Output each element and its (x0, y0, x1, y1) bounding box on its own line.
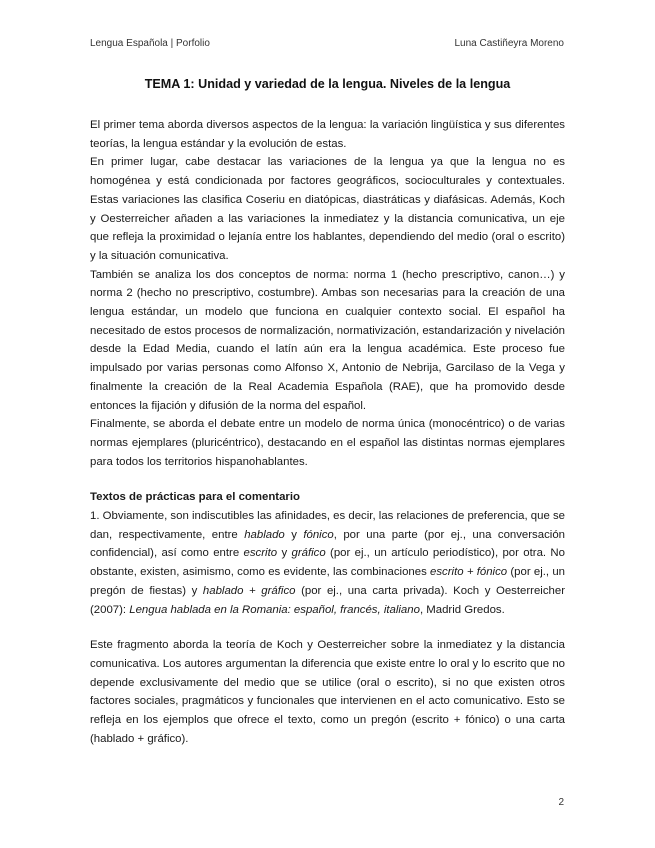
header-course: Lengua Española | Porfolio (90, 38, 210, 49)
quote-text: (por ej., una carta privada). Koch y Oesterreicher (2007): (90, 584, 565, 616)
quote-italic: hablado + gráfico (202, 584, 296, 597)
quote-italic: hablado (244, 528, 285, 541)
commentary-paragraph: Este fragmento aborda la teoría de Koch y Oesterreicher sobre la inmediatez y la distancia comunicativa. Los autores argumentan la diferencia que existe entre lo oral y lo escrito que no depende exclusivamente del medio que se utilice (oral o escrito), si no que existen otros factores sociales, pragmáticos y funcionales que intervienen en el acto comunicativo. Esto se refleja en los ejemplos que ofrece el texto, como un pregón (escrito + fónico) o una carta (hablado + gráfico). (90, 639, 565, 745)
page-title: TEMA 1: Unidad y variedad de la lengua. Niveles de la lengua (144, 77, 511, 91)
quote-italic: gráfico (291, 547, 326, 560)
quote-italic: fónico (303, 528, 334, 541)
page-number: 2 (558, 797, 564, 808)
paragraph-variation: En primer lugar, cabe destacar las variaciones de la lengua ya que la lengua no es homogénea y está condicionada por factores geográficos, socioculturales y contextuales. Estas variaciones las clasifica Coseriu en diatópicas, diastráticas y diafásicas. Además, Koch y Oesterreicher añaden a las variaciones la inmediatez y la distancia comunicativa, un eje que refleja la proximidad o lejanía entre los hablantes, dependiendo del medio (oral o escrito) y la situación comunicativa. (90, 156, 565, 262)
quote-text: (por ej., un pregón de fiestas) y (90, 566, 565, 597)
section-heading: Textos de prácticas para el comentario (90, 491, 300, 504)
quote-italic: escrito + fónico (430, 566, 508, 579)
quote-text: , por una parte (por ej., una conversación confidencial), así como entre (90, 528, 565, 560)
quote-text: y (284, 528, 304, 541)
quote-book-title: Lengua hablada en la Romania: español, francés, italiano (129, 603, 420, 616)
header-author: Luna Castiñeyra Moreno (454, 38, 564, 49)
paragraph-conclusion: Finalmente, se aborda el debate entre un modelo de norma única (monocéntrico) o de varias normas ejemplares (pluricéntrico), destacando en el español las distintas normas ejemplares para todos los territorios hispanohablantes. (90, 418, 565, 468)
quote-text: , Madrid Gredos. (419, 603, 505, 616)
quote-text: 1. Obviamente, son indiscutibles las afinidades, es decir, las relaciones de preferencia, que se dan, respectivamente, entre (90, 510, 565, 541)
quote-paragraph (90, 507, 565, 619)
quote-text: y (277, 547, 292, 560)
paragraph-intro: El primer tema aborda diversos aspectos de la lengua: la variación lingüística y sus diferentes teorías, la lengua estándar y la evolución de estas. (90, 119, 565, 150)
spacer (90, 619, 565, 636)
quote-italic: escrito (243, 547, 278, 560)
spacer (90, 471, 565, 488)
paragraph-norms: También se analiza los dos conceptos de norma: norma 1 (hecho prescriptivo, canon…) y norma 2 (hecho no prescriptivo, costumbre). Ambas son necesarias para la creación de una lengua estándar, un modelo que funciona en cualquier contexto social. El español ha necesitado de estos procesos de normalización, normativización, estandarización y nivelación desde la Edad Media, cuando el latín aún era la lengua académica. Este proceso fue impulsado por varias personas como Alfonso X, Antonio de Nebrija, Garcilaso de la Vega y finalmente la creación de la Real Academia Española (RAE), que ha promovido desde entonces la fijación y difusión de la norma del español. (90, 268, 565, 412)
document-body (90, 116, 565, 749)
quote-text: (por ej., un artículo periodístico), por otra. No obstante, existen, asimismo, como es evidente, las combinaciones (90, 547, 565, 579)
